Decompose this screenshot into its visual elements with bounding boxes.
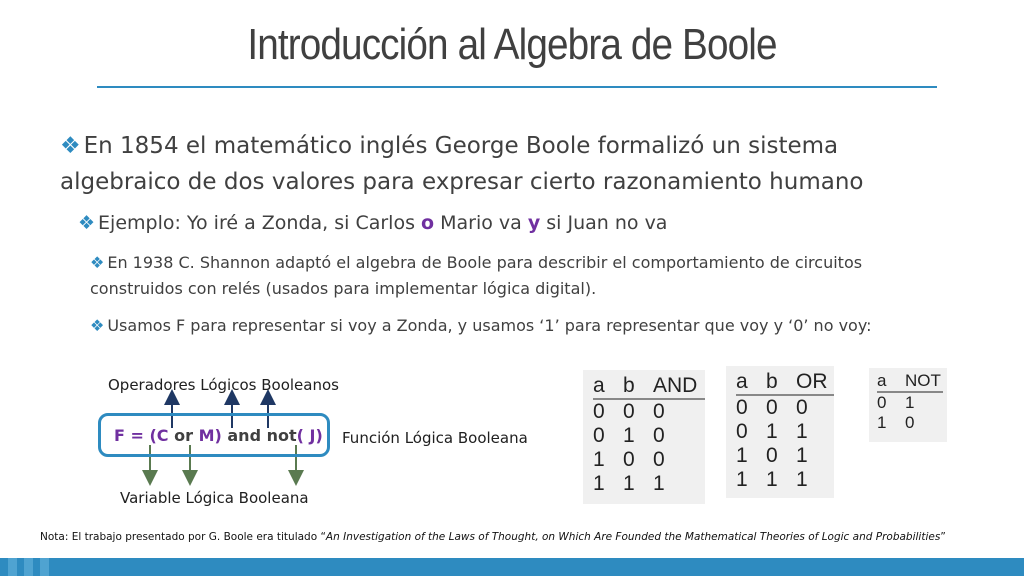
- formula-part: F = (C: [114, 426, 175, 445]
- formula-part: ( J): [296, 426, 323, 445]
- formula: [114, 426, 323, 445]
- bullet-text: Ejemplo: Yo iré a Zonda, si Carlos: [98, 212, 422, 234]
- table-cell: 1: [796, 420, 808, 443]
- table-cell: 0: [623, 448, 635, 471]
- table-cell: 1: [736, 468, 748, 491]
- bullet-text: En 1938 C. Shannon adaptó el algebra de Boole para describir el comportamiento de circuitos construidos con relés (usados para implementar lógica digital).: [90, 253, 863, 298]
- table-cell: 0: [593, 424, 605, 447]
- table-cell: 0: [653, 400, 665, 423]
- formula-part: M): [193, 426, 228, 445]
- diamond-bullet-icon: ❖: [90, 316, 105, 335]
- bullet-text: si Juan no va: [540, 212, 668, 234]
- table-header: a: [736, 370, 766, 395]
- operators-label: Operadores Lógicos Booleanos: [108, 376, 339, 394]
- table-cell: 0: [623, 400, 635, 423]
- truth-table-not: [869, 368, 947, 442]
- table-cell: 0: [593, 400, 605, 423]
- highlight-y: y: [527, 212, 541, 234]
- footer-bar: [0, 558, 1024, 576]
- table-cell: 1: [593, 472, 605, 495]
- table-cell: 1: [593, 448, 605, 471]
- table-cell: 0: [653, 448, 665, 471]
- footer-chevron: [24, 558, 33, 576]
- highlight-o: o: [421, 212, 435, 234]
- diamond-bullet-icon: ❖: [90, 253, 105, 272]
- variable-label: Variable Lógica Booleana: [120, 489, 309, 507]
- table-cell: 1: [877, 413, 887, 432]
- truth-table-and: [583, 370, 705, 504]
- formula-op-andnot: and not: [227, 426, 297, 445]
- table-header: a: [593, 374, 623, 399]
- footnote-text: ”: [940, 531, 946, 543]
- table-header: OR: [796, 370, 834, 395]
- table-header: AND: [653, 374, 705, 399]
- table-header: NOT: [905, 371, 943, 392]
- table-cell: 0: [736, 396, 748, 419]
- bullet-text: En 1854 el matemático inglés George Boole formalizó un sistema algebraico de dos valores para expresar cierto razonamiento humano: [60, 133, 864, 195]
- table-cell: 1: [796, 444, 808, 467]
- table-cell: 0: [653, 424, 665, 447]
- table-cell: 0: [877, 393, 887, 412]
- footer-chevron: [8, 558, 17, 576]
- table-cell: 0: [905, 413, 915, 432]
- bullet-text: Usamos F para representar si voy a Zonda, y usamos ‘1’ para representar que voy y ‘0’ no voy:: [107, 316, 872, 335]
- diamond-bullet-icon: ❖: [60, 133, 81, 159]
- table-header: a: [877, 371, 905, 392]
- table-cell: 0: [766, 444, 778, 467]
- table-cell: 0: [796, 396, 808, 419]
- table-cell: 1: [623, 424, 635, 447]
- footnote-title: An Investigation of the Laws of Thought, on Which Are Founded the Mathematical Theories of Logic and Probabilities: [325, 531, 941, 543]
- table-cell: 1: [766, 468, 778, 491]
- function-label: Función Lógica Booleana: [342, 429, 528, 447]
- truth-table-or: [726, 366, 834, 498]
- table-cell: 1: [623, 472, 635, 495]
- table-cell: 1: [796, 468, 808, 491]
- table-cell: 0: [766, 396, 778, 419]
- bullet-text: Mario va: [434, 212, 528, 234]
- footer-chevron: [40, 558, 49, 576]
- table-cell: 1: [736, 444, 748, 467]
- formula-op-or: or: [174, 426, 193, 445]
- table-cell: 1: [653, 472, 665, 495]
- table-cell: 1: [766, 420, 778, 443]
- slide-title: Introducción al Algebra de Boole: [247, 20, 777, 69]
- table-header: b: [623, 374, 653, 399]
- diamond-bullet-icon: ❖: [78, 212, 96, 234]
- table-header: b: [766, 370, 796, 395]
- table-cell: 1: [905, 393, 915, 412]
- footnote: [40, 531, 946, 543]
- table-cell: 0: [736, 420, 748, 443]
- footnote-text: Nota: El trabajo presentado por G. Boole era titulado “: [40, 531, 326, 543]
